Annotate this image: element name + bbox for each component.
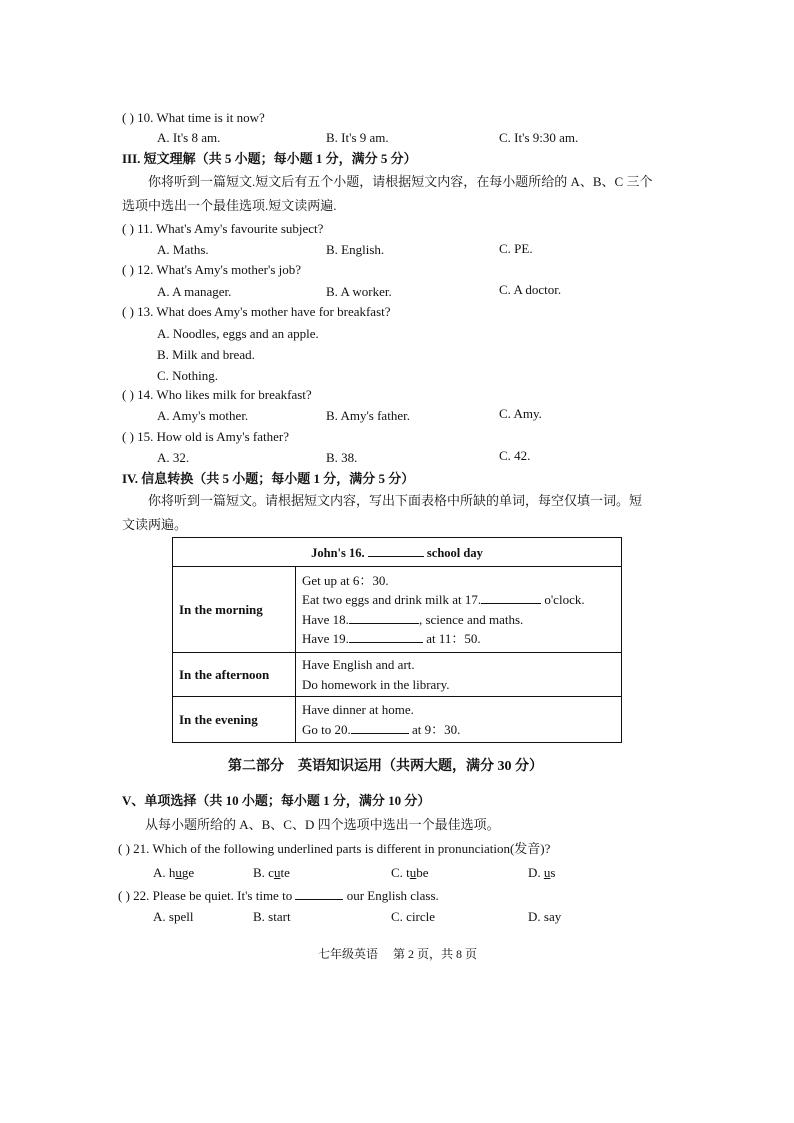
info-table <box>172 537 622 743</box>
afternoon-cell <box>296 653 622 697</box>
option-14-c: C. Amy. <box>499 406 542 421</box>
option-21-d: D. us <box>528 865 556 880</box>
row-label-morning: In the morning <box>173 567 296 653</box>
option-14-a: A. Amy's mother. <box>157 408 249 423</box>
option-22-d: D. say <box>528 909 562 924</box>
option-14-b: B. Amy's father. <box>326 408 410 423</box>
blank-22[interactable] <box>295 887 343 900</box>
option-13-a: A. Noodles, eggs and an apple. <box>157 326 319 341</box>
question-21-stem: ( ) 21. Which of the following underlined parts is different in pronunciation(发音)? <box>118 841 551 856</box>
table-title: John's 16. school day <box>173 538 622 567</box>
option-21-c: C. tube <box>391 865 429 880</box>
blank-18[interactable] <box>349 611 419 624</box>
option-10-a: A. It's 8 am. <box>157 130 221 145</box>
question-12-stem: ( ) 12. What's Amy's mother's job? <box>122 262 302 277</box>
morning-line-2: Eat two eggs and drink milk at 17. o'clock. <box>302 592 585 607</box>
option-22-a: A. spell <box>153 909 194 924</box>
option-15-a: A. 32. <box>157 450 190 465</box>
question-10-stem: ( ) 10. What time is it now? <box>122 110 265 125</box>
evening-line-2: Go to 20. at 9：30. <box>302 721 461 737</box>
option-11-a: A. Maths. <box>157 242 209 257</box>
row-label-evening: In the evening <box>173 697 296 743</box>
section-4-title: IV. 信息转换（共 5 小题；每小题 1 分，满分 5 分） <box>122 471 415 486</box>
blank-19[interactable] <box>349 630 423 643</box>
blank-16[interactable] <box>368 544 424 557</box>
question-14-stem: ( ) 14. Who likes milk for breakfast? <box>122 387 312 402</box>
option-12-b: B. A worker. <box>326 284 392 299</box>
question-11-stem: ( ) 11. What's Amy's favourite subject? <box>122 221 324 236</box>
option-11-b: B. English. <box>326 242 385 257</box>
option-13-c: C. Nothing. <box>157 368 219 383</box>
question-13-stem: ( ) 13. What does Amy's mother have for breakfast? <box>122 304 391 319</box>
option-21-b: B. cute <box>253 865 290 880</box>
section-3-instruction-line2: 选项中选出一个最佳选项.短文读两遍. <box>122 198 337 213</box>
option-10-c: C. It's 9:30 am. <box>499 130 579 145</box>
section-5-title: V、单项选择（共 10 小题；每小题 1 分，满分 10 分） <box>122 793 431 808</box>
row-label-afternoon: In the afternoon <box>173 653 296 697</box>
question-15-stem: ( ) 15. How old is Amy's father? <box>122 429 289 444</box>
section-5-instruction: 从每小题所给的 A、B、C、D 四个选项中选出一个最佳选项。 <box>145 817 500 832</box>
section-3-instruction-line1: 你将听到一篇短文.短文后有五个小题，请根据短文内容，在每小题所给的 A、B、C 三个 <box>148 174 653 189</box>
evening-cell <box>296 697 622 743</box>
option-15-c: C. 42. <box>499 448 531 463</box>
blank-17[interactable] <box>481 591 541 604</box>
part-2-title: 第二部分 英语知识运用（共两大题，满分 30 分） <box>228 759 543 774</box>
option-15-b: B. 38. <box>326 450 358 465</box>
morning-line-4: Have 19. at 11：50. <box>302 631 481 646</box>
section-4-instruction-line2: 文读两遍。 <box>122 517 188 532</box>
option-22-b: B. start <box>253 909 291 924</box>
blank-20[interactable] <box>351 721 409 734</box>
morning-cell <box>296 567 622 653</box>
section-3-title: III. 短文理解（共 5 小题；每小题 1 分，满分 5 分） <box>122 151 417 166</box>
morning-line-1: Get up at 6：30. <box>302 572 389 588</box>
option-11-c: C. PE. <box>499 241 533 256</box>
afternoon-line-1: Have English and art. <box>302 657 415 672</box>
option-21-a: A. huge <box>153 865 195 880</box>
option-22-c: C. circle <box>391 909 436 924</box>
page-footer: 七年级英语 第 2 页，共 8 页 <box>318 947 478 961</box>
afternoon-line-2: Do homework in the library. <box>302 676 450 692</box>
question-22-stem: ( ) 22. Please be quiet. It's time to our English class. <box>118 888 439 903</box>
option-12-a: A. A manager. <box>157 284 232 299</box>
evening-line-1: Have dinner at home. <box>302 702 414 717</box>
section-4-instruction-line1: 你将听到一篇短文。请根据短文内容，写出下面表格中所缺的单词，每空仅填一词。短 <box>148 493 643 508</box>
morning-line-3: Have 18. , science and maths. <box>302 611 524 627</box>
option-12-c: C. A doctor. <box>499 282 562 297</box>
option-13-b: B. Milk and bread. <box>157 347 255 362</box>
option-10-b: B. It's 9 am. <box>326 130 389 145</box>
